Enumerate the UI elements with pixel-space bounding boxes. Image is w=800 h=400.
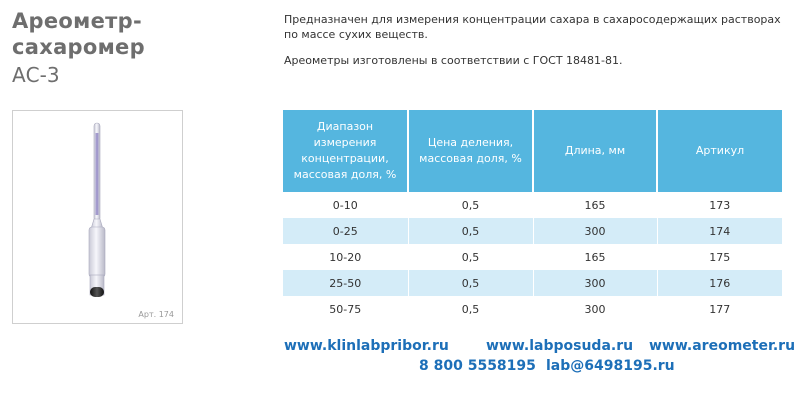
product-image (12, 110, 183, 324)
website-link-areometer[interactable]: www.areometer.ru (649, 338, 796, 354)
phone-email-line (284, 358, 794, 378)
table-row (283, 296, 782, 322)
cell-article: 177 (657, 296, 782, 322)
cell-division: 0,5 (408, 244, 533, 270)
cell-article: 176 (657, 270, 782, 296)
product-title-line1: Ареометр- (12, 9, 142, 33)
table-row (283, 270, 782, 296)
table-header-row (283, 110, 782, 192)
cell-length: 300 (533, 270, 657, 296)
cell-range: 0-25 (283, 218, 408, 244)
cell-division: 0,5 (408, 192, 533, 218)
cell-range: 25-50 (283, 270, 408, 296)
specification-table (283, 110, 782, 322)
hydrometer-image (13, 111, 184, 325)
product-model: АС-3 (12, 63, 60, 87)
cell-length: 300 (533, 218, 657, 244)
column-header-range: Диапазон измерения концентрации, массовая доля, % (283, 110, 408, 192)
cell-article: 173 (657, 192, 782, 218)
cell-article: 175 (657, 244, 782, 270)
description-paragraph-1: Предназначен для измерения концентрации сахара в сахаросодержащих растворах по массе сухих веществ. (284, 13, 781, 41)
cell-length: 300 (533, 296, 657, 322)
column-header-division: Цена деления, массовая доля, % (408, 110, 533, 192)
product-title-line2: сахаромер (12, 35, 145, 59)
product-description (284, 12, 784, 79)
contacts-block (284, 338, 794, 378)
website-links (284, 338, 794, 358)
product-title-block (12, 8, 252, 88)
website-link-klinlabpribor[interactable]: www.klinlabpribor.ru (284, 338, 449, 354)
cell-length: 165 (533, 244, 657, 270)
table-row (283, 244, 782, 270)
cell-length: 165 (533, 192, 657, 218)
cell-division: 0,5 (408, 296, 533, 322)
table-row (283, 192, 782, 218)
cell-range: 0-10 (283, 192, 408, 218)
cell-range: 50-75 (283, 296, 408, 322)
cell-article: 174 (657, 218, 782, 244)
cell-division: 0,5 (408, 270, 533, 296)
email-address[interactable]: lab@6498195.ru (546, 358, 675, 374)
website-link-labposuda[interactable]: www.labposuda.ru (486, 338, 634, 354)
image-caption: Арт. 174 (138, 310, 174, 319)
column-header-length: Длина, мм (533, 110, 657, 192)
column-header-article: Артикул (657, 110, 782, 192)
cell-range: 10-20 (283, 244, 408, 270)
cell-division: 0,5 (408, 218, 533, 244)
table-row (283, 218, 782, 244)
phone-number[interactable]: 8 800 5558195 (419, 358, 536, 374)
description-paragraph-2: Ареометры изготовлены в соответствии с ГОСТ 18481-81. (284, 54, 623, 67)
